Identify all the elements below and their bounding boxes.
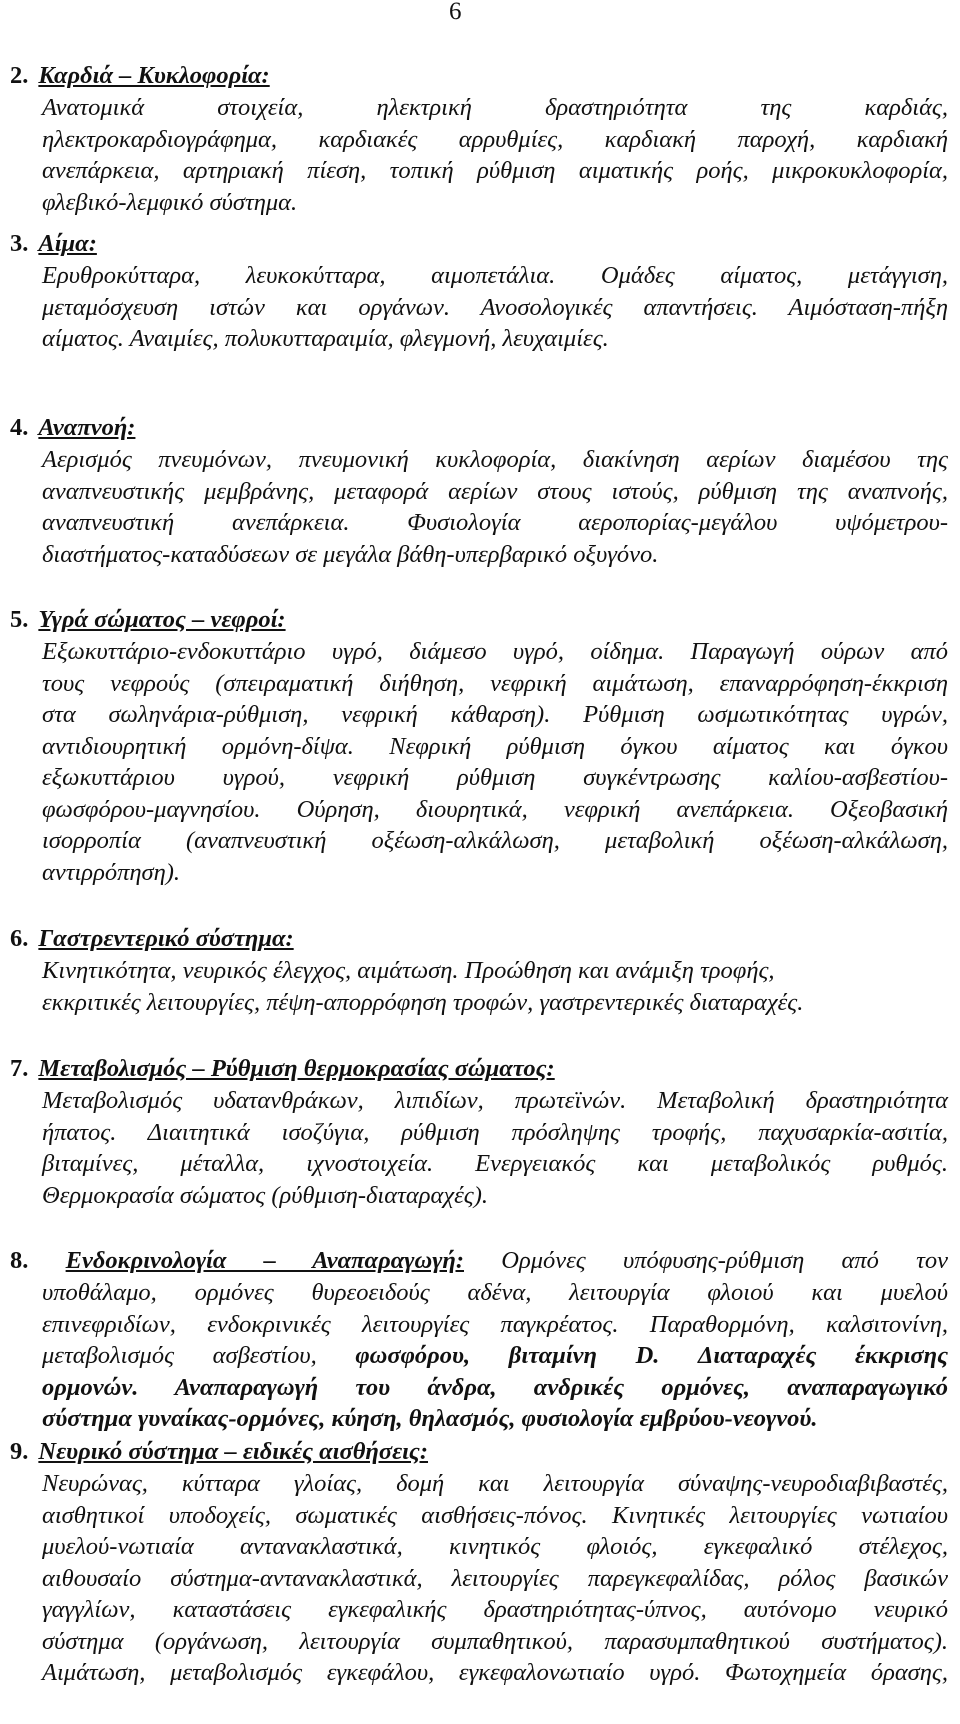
- heading-line: [10, 1245, 948, 1277]
- page-number: 6: [449, 0, 462, 25]
- body-line: ήπατος. Διαιτητικά ισοζύγια, ρύθμιση πρόσληψης τροφής, παχυσαρκία-ασιτία,: [42, 1118, 948, 1146]
- section-heading: [10, 60, 270, 92]
- body-line: μεταμόσχευση ιστών και οργάνων. Ανοσολογικές απαντήσεις. Αιμόσταση-πήξη: [42, 293, 948, 321]
- section-body: [42, 260, 948, 355]
- section-body: [42, 1085, 948, 1211]
- section-title: Υγρά σώματος – νεφροί:: [38, 606, 286, 633]
- body-line: αναπνευστικής μεμβράνης, μεταφορά αερίων στους ιστούς, ρύθμιση της αναπνοής,: [42, 477, 948, 505]
- body-line: εξωκυττάριου υγρού, νεφρική ρύθμιση συγκέντρωσης καλίου-ασβεστίου-: [42, 764, 948, 791]
- body-line: εκκριτικές λειτουργίες, πέψη-απορρόφηση τροφών, γαστρεντερικές διαταραχές.: [42, 988, 804, 1016]
- body-line: διαστήματος-καταδύσεων σε μεγάλα βάθη-υπερβαρικό οξυγόνο.: [42, 540, 659, 568]
- body-line: υποθάλαμο, ορμόνες θυρεοειδούς αδένα, λειτουργία φλοιού και μυελού: [42, 1279, 948, 1306]
- body-line: μυελού-νωτιαία αντανακλαστικά, κινητικός φλοιός, εγκεφαλικό στέλεχος,: [42, 1533, 948, 1560]
- body-line: φλεβικό-λεμφικό σύστημα.: [42, 188, 298, 216]
- section-heading: [10, 1053, 555, 1085]
- section-title: Καρδιά – Κυκλοφορία:: [38, 62, 270, 89]
- section-heading-line: [10, 1245, 948, 1277]
- section-number: 8.: [10, 1247, 29, 1274]
- section-title: Ενδοκρινολογία – Αναπαραγωγή:: [65, 1247, 464, 1274]
- section-number: 7.: [10, 1055, 29, 1082]
- body-run: μεταβολισμός ασβεστίου,: [42, 1342, 317, 1369]
- body-line: τους νεφρούς (σπειραματική διήθηση, νεφρική αιμάτωση, επαναρρόφηση-έκκριση: [42, 669, 948, 697]
- body-line: Ερυθροκύτταρα, λευκοκύτταρα, αιμοπετάλια. Ομάδες αίματος, μετάγγιση,: [42, 262, 948, 289]
- body-line: αισθητικοί υποδοχείς, σωματικές αισθήσεις-πόνος. Κινητικές λειτουργίες νωτιαίου: [42, 1501, 948, 1529]
- section-body: [42, 92, 948, 218]
- body-line: αντιδιουρητική ορμόνη-δίψα. Νεφρική ρύθμιση όγκου αίματος και όγκου: [42, 732, 948, 760]
- body-line: γαγγλίων, καταστάσεις εγκεφαλικής δραστηριότητας-ύπνος, αυτόνομο νευρικό: [42, 1596, 948, 1623]
- section-body: [42, 1277, 948, 1435]
- section-heading: [10, 1436, 428, 1468]
- section-title: Νευρικό σύστημα – ειδικές αισθήσεις:: [38, 1438, 429, 1465]
- section-title: Αναπνοή:: [38, 414, 136, 441]
- body-line-mixed: [42, 1340, 948, 1372]
- section-body: [42, 636, 948, 888]
- body-line: Θερμοκρασία σώματος (ρύθμιση-διαταραχές).: [42, 1181, 488, 1209]
- body-line: βιταμίνες, μέταλλα, ιχνοστοιχεία. Ενεργειακός και μεταβολικός ρυθμός.: [42, 1150, 948, 1177]
- body-line: Εξωκυττάριο-ενδοκυττάριο υγρό, διάμεσο υγρό, οίδημα. Παραγωγή ούρων από: [42, 638, 948, 665]
- body-line-bold: σύστημα γυναίκας-ορμόνες, κύηση, θηλασμός, φυσιολογία εμβρύου-νεογνού.: [42, 1405, 818, 1432]
- section-number: 6.: [10, 925, 29, 952]
- section-title: Γαστρεντερικό σύστημα:: [38, 925, 294, 952]
- section-body: [42, 1468, 948, 1689]
- body-line: Μεταβολισμός υδατανθράκων, λιπιδίων, πρωτεϊνών. Μεταβολική δραστηριότητα: [42, 1087, 948, 1114]
- section-heading: [10, 604, 286, 636]
- section-title-inline: Ορμόνες υπόφυσης-ρύθμιση από τον: [501, 1247, 949, 1274]
- body-line: Κινητικότητα, νευρικός έλεγχος, αιμάτωση. Προώθηση και ανάμιξη τροφής,: [42, 957, 775, 984]
- body-line: σύστημα (οργάνωση, λειτουργία συμπαθητικού, παρασυμπαθητικού συστήματος).: [42, 1627, 948, 1655]
- section-title: Αίμα:: [38, 230, 97, 257]
- section-number: 4.: [10, 414, 29, 441]
- body-line: στα σωληνάρια-ρύθμιση, νεφρική κάθαρση). Ρύθμιση ωσμωτικότητας υγρών,: [42, 701, 948, 728]
- body-line: αντιρρόπηση).: [42, 858, 181, 886]
- body-line: αιθουσαίο σύστημα-αντανακλαστικά, λειτουργίες παρεγκεφαλίδας, ρόλος βασικών: [42, 1564, 948, 1592]
- body-line-bold: ορμονών. Αναπαραγωγή του άνδρα, ανδρικές ορμόνες, αναπαραγωγικό: [42, 1373, 948, 1401]
- body-line: Αερισμός πνευμόνων, πνευμονική κυκλοφορία, διακίνηση αερίων διαμέσου της: [42, 446, 948, 473]
- section-number: 9.: [10, 1438, 29, 1465]
- section-body: [42, 955, 948, 1018]
- section-body: [42, 444, 948, 570]
- section-title: Μεταβολισμός – Ρύθμιση θερμοκρασίας σώματος:: [38, 1055, 555, 1082]
- section-heading: [10, 412, 135, 444]
- body-line: Ανατομικά στοιχεία, ηλεκτρική δραστηριότητα της καρδιάς,: [42, 94, 948, 121]
- body-line: Νευρώνας, κύτταρα γλοίας, δομή και λειτουργία σύναψης-νευροδιαβιβαστές,: [42, 1470, 948, 1497]
- section-number: 5.: [10, 606, 29, 633]
- body-line: ηλεκτροκαρδιογράφημα, καρδιακές αρρυθμίες, καρδιακή παροχή, καρδιακή: [42, 125, 948, 153]
- body-line: ισορροπία (αναπνευστική οξέωση-αλκάλωση, μεταβολική οξέωση-αλκάλωση,: [42, 827, 948, 854]
- section-heading: [10, 228, 97, 260]
- section-number: 3.: [10, 230, 29, 257]
- section-heading: [10, 923, 294, 955]
- body-line: φωσφόρου-μαγνησίου. Ούρηση, διουρητικά, νεφρική ανεπάρκεια. Οξεοβασική: [42, 795, 948, 823]
- section-number: 2.: [10, 62, 29, 89]
- body-line: ανεπάρκεια, αρτηριακή πίεση, τοπική ρύθμιση αιματικής ροής, μικροκυκλοφορία,: [42, 157, 948, 184]
- body-line: επινεφριδίων, ενδοκρινικές λειτουργίες παγκρέατος. Παραθορμόνη, καλσιτονίνη,: [42, 1310, 948, 1338]
- body-line: Αιμάτωση, μεταβολισμός εγκεφάλου, εγκεφαλονωτιαίο υγρό. Φωτοχημεία όρασης,: [42, 1659, 948, 1686]
- body-line: αίματος. Αναιμίες, πολυκυτταραιμία, φλεγμονή, λευχαιμίες.: [42, 325, 609, 352]
- body-line: αναπνευστική ανεπάρκεια. Φυσιολογία αεροπορίας-μεγάλου υψόμετρου-: [42, 509, 948, 536]
- body-run-bold: φωσφόρου, βιταμίνη D. Διαταραχές έκκρισης: [355, 1342, 948, 1369]
